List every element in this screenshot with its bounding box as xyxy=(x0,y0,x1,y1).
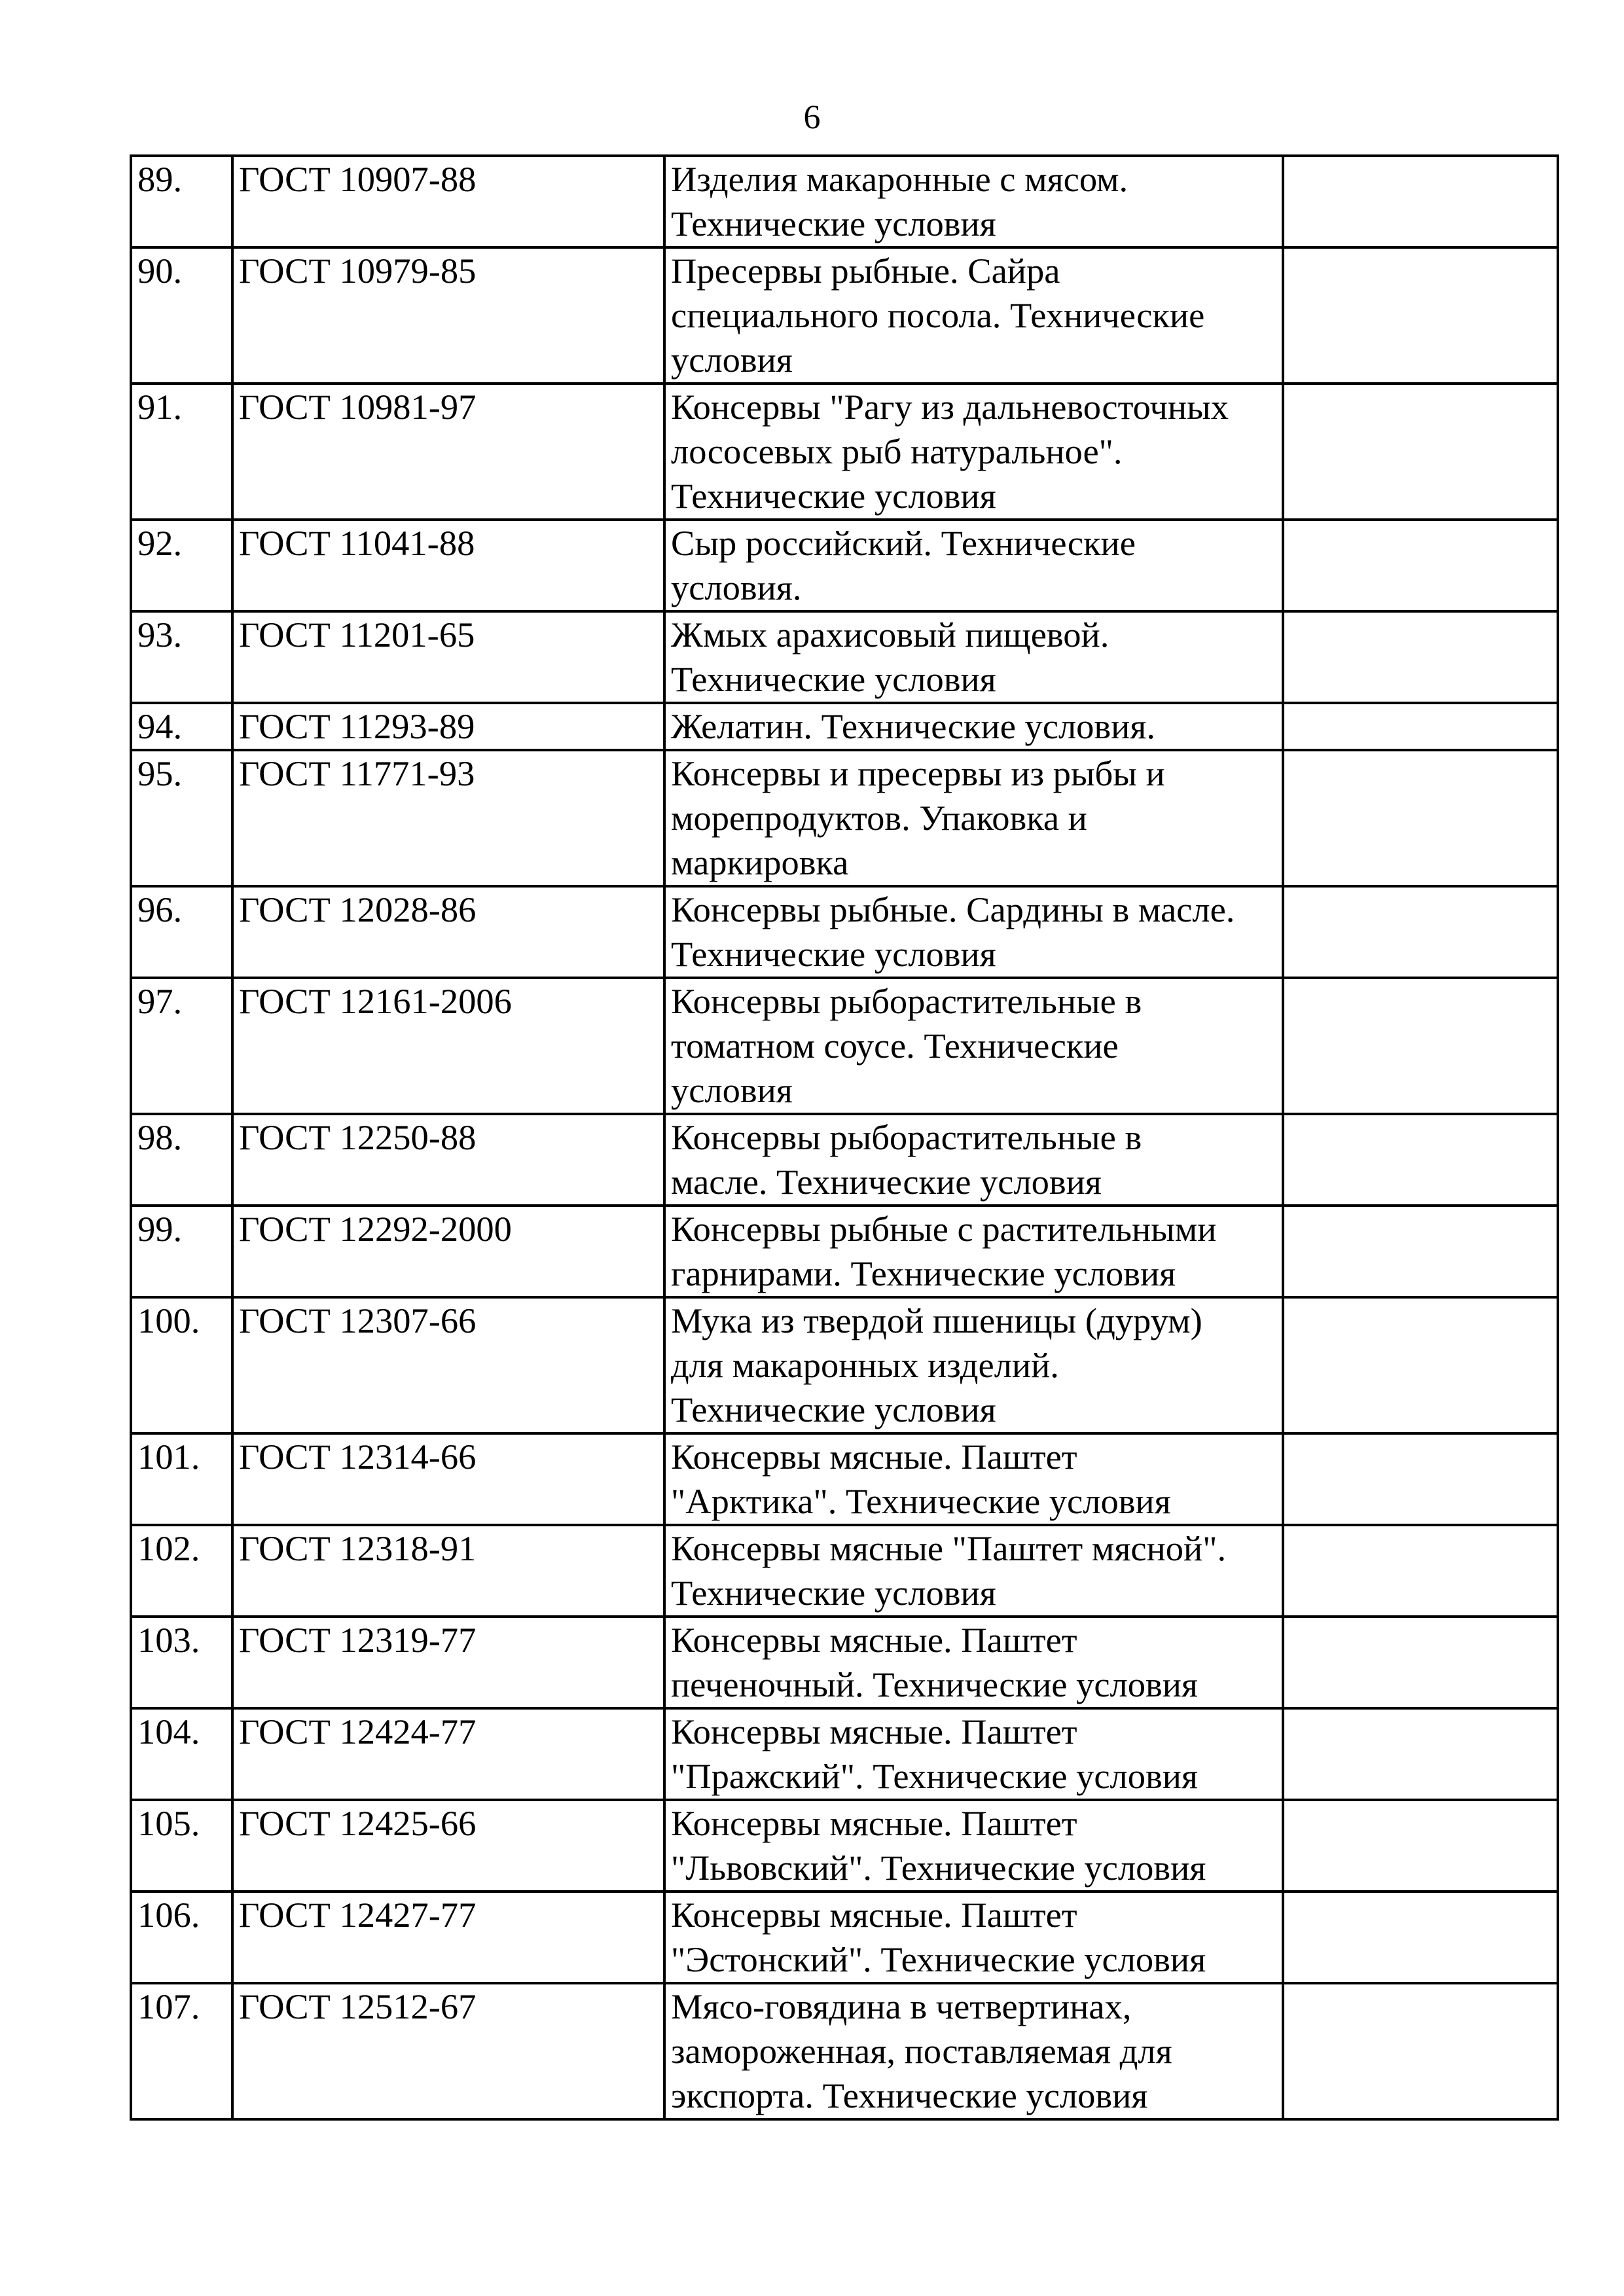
standard-title-line: условия xyxy=(671,340,793,380)
standard-title-line: лососевых рыб натуральное". xyxy=(671,431,1123,471)
table-row xyxy=(131,1433,1558,1525)
standard-title-line: Сыр российский. Технические xyxy=(671,523,1136,563)
note-cell xyxy=(1283,703,1558,750)
standard-code-cell: ГОСТ 10907-88 xyxy=(232,156,664,247)
standard-title-line: условия xyxy=(671,1070,793,1110)
standard-title-line: Желатин. Технические условия. xyxy=(671,706,1155,746)
table-row xyxy=(131,1114,1558,1206)
standard-title-line: томатном соусе. Технические xyxy=(671,1026,1119,1066)
standard-title-line: Консервы мясные. Паштет xyxy=(671,1620,1077,1660)
standard-title-cell xyxy=(664,1206,1283,1297)
table-row xyxy=(131,978,1558,1114)
standard-code-cell: ГОСТ 11293-89 xyxy=(232,703,664,750)
standard-title-cell xyxy=(664,886,1283,978)
standard-code-cell: ГОСТ 12512-67 xyxy=(232,1983,664,2119)
standard-title-line: Технические условия xyxy=(671,659,996,699)
standard-title-line: "Арктика". Технические условия xyxy=(671,1481,1171,1521)
table-row xyxy=(131,1800,1558,1892)
standard-title-line: Технические условия xyxy=(671,1573,996,1613)
table-row xyxy=(131,703,1558,750)
row-number-cell: 106. xyxy=(131,1892,232,1983)
standard-title-cell xyxy=(664,1983,1283,2119)
note-cell xyxy=(1283,1525,1558,1617)
table-row xyxy=(131,886,1558,978)
standard-title-line: Жмых арахисовый пищевой. xyxy=(671,615,1110,655)
table-row xyxy=(131,1206,1558,1297)
standard-title-line: Технические условия xyxy=(671,934,996,974)
row-number-cell: 101. xyxy=(131,1433,232,1525)
standard-title-line: Консервы мясные. Паштет xyxy=(671,1895,1077,1935)
standard-title-line: Консервы рыбные. Сардины в масле. xyxy=(671,889,1235,929)
standard-code-cell: ГОСТ 12424-77 xyxy=(232,1708,664,1800)
note-cell xyxy=(1283,1892,1558,1983)
standard-title-line: Консервы мясные. Паштет xyxy=(671,1437,1077,1477)
standard-code-cell: ГОСТ 12250-88 xyxy=(232,1114,664,1206)
standard-title-cell xyxy=(664,1525,1283,1617)
row-number-cell: 97. xyxy=(131,978,232,1114)
standard-code-cell: ГОСТ 12319-77 xyxy=(232,1617,664,1708)
standard-code-cell: ГОСТ 11041-88 xyxy=(232,520,664,611)
table-row xyxy=(131,1525,1558,1617)
note-cell xyxy=(1283,1708,1558,1800)
standard-title-line: Пресервы рыбные. Сайра xyxy=(671,251,1060,291)
standard-title-line: Консервы мясные. Паштет xyxy=(671,1803,1077,1843)
row-number-cell: 95. xyxy=(131,750,232,886)
table-row xyxy=(131,520,1558,611)
note-cell xyxy=(1283,1206,1558,1297)
standard-code-cell: ГОСТ 11201-65 xyxy=(232,611,664,703)
standard-title-cell xyxy=(664,1433,1283,1525)
table-row xyxy=(131,384,1558,520)
row-number-cell: 105. xyxy=(131,1800,232,1892)
standard-code-cell: ГОСТ 10981-97 xyxy=(232,384,664,520)
standard-title-line: замороженная, поставляемая для xyxy=(671,2031,1172,2071)
standard-title-cell xyxy=(664,1114,1283,1206)
standard-title-line: Консервы "Рагу из дальневосточных xyxy=(671,387,1229,427)
note-cell xyxy=(1283,886,1558,978)
table-row xyxy=(131,156,1558,247)
standard-title-line: Консервы рыбные с растительными xyxy=(671,1209,1217,1249)
page-number: 6 xyxy=(803,99,821,136)
row-number-cell: 89. xyxy=(131,156,232,247)
standard-title-line: Технические условия xyxy=(671,204,996,243)
row-number-cell: 99. xyxy=(131,1206,232,1297)
standard-title-line: Консервы рыборастительные в xyxy=(671,981,1142,1021)
standard-title-line: печеночный. Технические условия xyxy=(671,1664,1198,1704)
standard-title-line: Мясо-говядина в четвертинах, xyxy=(671,1986,1132,2026)
standard-code-cell: ГОСТ 11771-93 xyxy=(232,750,664,886)
table-row xyxy=(131,1892,1558,1983)
standard-title-cell xyxy=(664,1297,1283,1433)
note-cell xyxy=(1283,1433,1558,1525)
standard-title-cell xyxy=(664,247,1283,384)
standard-title-line: Мука из твердой пшеницы (дурум) xyxy=(671,1300,1202,1340)
standard-title-line: масле. Технические условия xyxy=(671,1162,1102,1202)
table-row xyxy=(131,611,1558,703)
table-row xyxy=(131,1297,1558,1433)
standards-table-body xyxy=(131,156,1558,2119)
standard-code-cell: ГОСТ 12161-2006 xyxy=(232,978,664,1114)
table-row xyxy=(131,750,1558,886)
note-cell xyxy=(1283,384,1558,520)
standard-code-cell: ГОСТ 12307-66 xyxy=(232,1297,664,1433)
standard-title-line: условия. xyxy=(671,567,802,607)
standard-title-line: морепродуктов. Упаковка и xyxy=(671,798,1087,838)
row-number-cell: 94. xyxy=(131,703,232,750)
standard-title-line: гарнирами. Технические условия xyxy=(671,1253,1176,1293)
standard-title-cell xyxy=(664,703,1283,750)
row-number-cell: 93. xyxy=(131,611,232,703)
standard-code-cell: ГОСТ 12314-66 xyxy=(232,1433,664,1525)
row-number-cell: 92. xyxy=(131,520,232,611)
table-row xyxy=(131,1708,1558,1800)
note-cell xyxy=(1283,1983,1558,2119)
standard-title-line: Консервы и пресервы из рыбы и xyxy=(671,753,1165,793)
note-cell xyxy=(1283,978,1558,1114)
row-number-cell: 107. xyxy=(131,1983,232,2119)
standard-title-cell xyxy=(664,1800,1283,1892)
table-row xyxy=(131,1617,1558,1708)
table-row xyxy=(131,247,1558,384)
standard-code-cell: ГОСТ 12028-86 xyxy=(232,886,664,978)
note-cell xyxy=(1283,1114,1558,1206)
note-cell xyxy=(1283,156,1558,247)
standard-title-line: Консервы мясные. Паштет xyxy=(671,1712,1077,1751)
standard-code-cell: ГОСТ 12292-2000 xyxy=(232,1206,664,1297)
standard-title-cell xyxy=(664,520,1283,611)
row-number-cell: 98. xyxy=(131,1114,232,1206)
note-cell xyxy=(1283,1800,1558,1892)
standard-code-cell: ГОСТ 12427-77 xyxy=(232,1892,664,1983)
row-number-cell: 103. xyxy=(131,1617,232,1708)
standard-title-line: "Эстонский". Технические условия xyxy=(671,1939,1206,1979)
table-row xyxy=(131,1983,1558,2119)
standard-title-cell xyxy=(664,978,1283,1114)
standard-code-cell: ГОСТ 10979-85 xyxy=(232,247,664,384)
note-cell xyxy=(1283,520,1558,611)
row-number-cell: 102. xyxy=(131,1525,232,1617)
standard-title-line: Изделия макаронные с мясом. xyxy=(671,159,1128,199)
note-cell xyxy=(1283,750,1558,886)
row-number-cell: 91. xyxy=(131,384,232,520)
standard-code-cell: ГОСТ 12318-91 xyxy=(232,1525,664,1617)
standard-title-cell xyxy=(664,611,1283,703)
standard-title-cell xyxy=(664,1892,1283,1983)
standard-title-line: Технические условия xyxy=(671,476,996,516)
standard-title-line: Консервы мясные "Паштет мясной". xyxy=(671,1528,1227,1568)
standard-title-line: для макаронных изделий. xyxy=(671,1345,1059,1385)
note-cell xyxy=(1283,1297,1558,1433)
standard-title-cell xyxy=(664,1708,1283,1800)
standard-code-cell: ГОСТ 12425-66 xyxy=(232,1800,664,1892)
standard-title-line: "Пражский". Технические условия xyxy=(671,1756,1198,1796)
standard-title-cell xyxy=(664,1617,1283,1708)
standards-table xyxy=(130,154,1559,2121)
standard-title-cell xyxy=(664,156,1283,247)
standard-title-cell xyxy=(664,750,1283,886)
note-cell xyxy=(1283,1617,1558,1708)
row-number-cell: 96. xyxy=(131,886,232,978)
row-number-cell: 100. xyxy=(131,1297,232,1433)
row-number-cell: 90. xyxy=(131,247,232,384)
standard-title-line: маркировка xyxy=(671,842,849,882)
standard-title-line: "Львовский". Технические условия xyxy=(671,1848,1206,1888)
standard-title-line: специального посола. Технические xyxy=(671,295,1205,335)
standard-title-cell xyxy=(664,384,1283,520)
row-number-cell: 104. xyxy=(131,1708,232,1800)
note-cell xyxy=(1283,611,1558,703)
note-cell xyxy=(1283,247,1558,384)
standard-title-line: Технические условия xyxy=(671,1390,996,1429)
standard-title-line: экспорта. Технические условия xyxy=(671,2075,1148,2115)
standard-title-line: Консервы рыборастительные в xyxy=(671,1117,1142,1157)
